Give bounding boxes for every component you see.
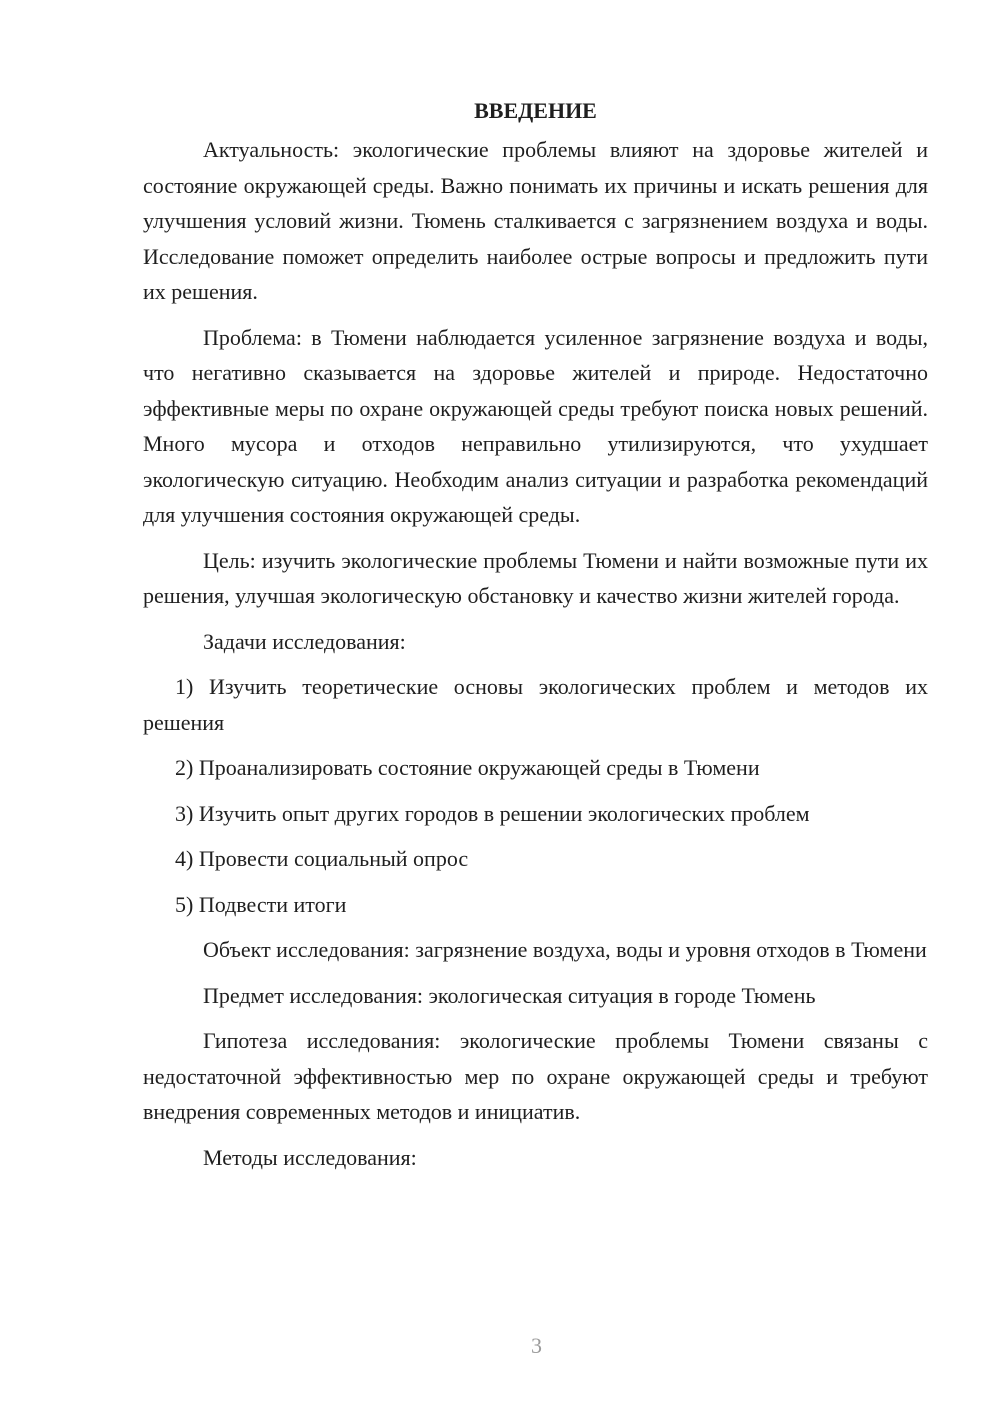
methods-heading: Методы исследования: bbox=[203, 1144, 417, 1170]
paragraph-subject: Предмет исследования: экологическая ситуация в городе Тюмень bbox=[203, 982, 816, 1008]
tasks-heading: Задачи исследования: bbox=[203, 628, 406, 654]
paragraph-goal: Цель: изучить экологические проблемы Тюмени и найти возможные пути их решения, улучшая экологическую обстановку и качество жизни жителей города. bbox=[143, 547, 928, 608]
section-title: ВВЕДЕНИЕ bbox=[474, 98, 597, 123]
task-item: 4) Провести социальный опрос bbox=[175, 846, 469, 871]
document-page bbox=[143, 93, 928, 1175]
task-item: 3) Изучить опыт других городов в решении экологических проблем bbox=[175, 800, 810, 826]
paragraph-object: Объект исследования: загрязнение воздуха, воды и уровня отходов в Тюмени bbox=[203, 937, 927, 962]
task-item: 1) Изучить теоретические основы экологических проблем и методов их решения bbox=[143, 674, 928, 735]
page-number: 3 bbox=[531, 1333, 542, 1358]
paragraph-hypothesis: Гипотеза исследования: экологические проблемы Тюмени связаны с недостаточной эффективностью мер по охране окружающей среды и требуют внедрения современных методов и инициатив. bbox=[143, 1028, 928, 1124]
paragraph-problem: Проблема: в Тюмени наблюдается усиленное загрязнение воздуха и воды, что негативно сказывается на здоровье жителей и природе. Недостаточно эффективные меры по охране окружающей среды требуют поиска новых решений. Много мусора и отходов неправильно утилизируются, что ухудшает экологическую ситуацию. Необходим анализ ситуации и разработка рекомендаций для улучшения состояния окружающей среды. bbox=[143, 324, 928, 527]
paragraph-relevance: Актуальность: экологические проблемы влияют на здоровье жителей и состояние окружающей среды. Важно понимать их причины и искать решения для улучшения условий жизни. Тюмень сталкивается с загрязнением воздуха и воды. Исследование поможет определить наиболее острые вопросы и предложить пути их решения. bbox=[143, 137, 928, 304]
task-item: 2) Проанализировать состояние окружающей среды в Тюмени bbox=[175, 755, 760, 780]
task-item: 5) Подвести итоги bbox=[175, 891, 347, 917]
tasks-list bbox=[143, 669, 928, 922]
